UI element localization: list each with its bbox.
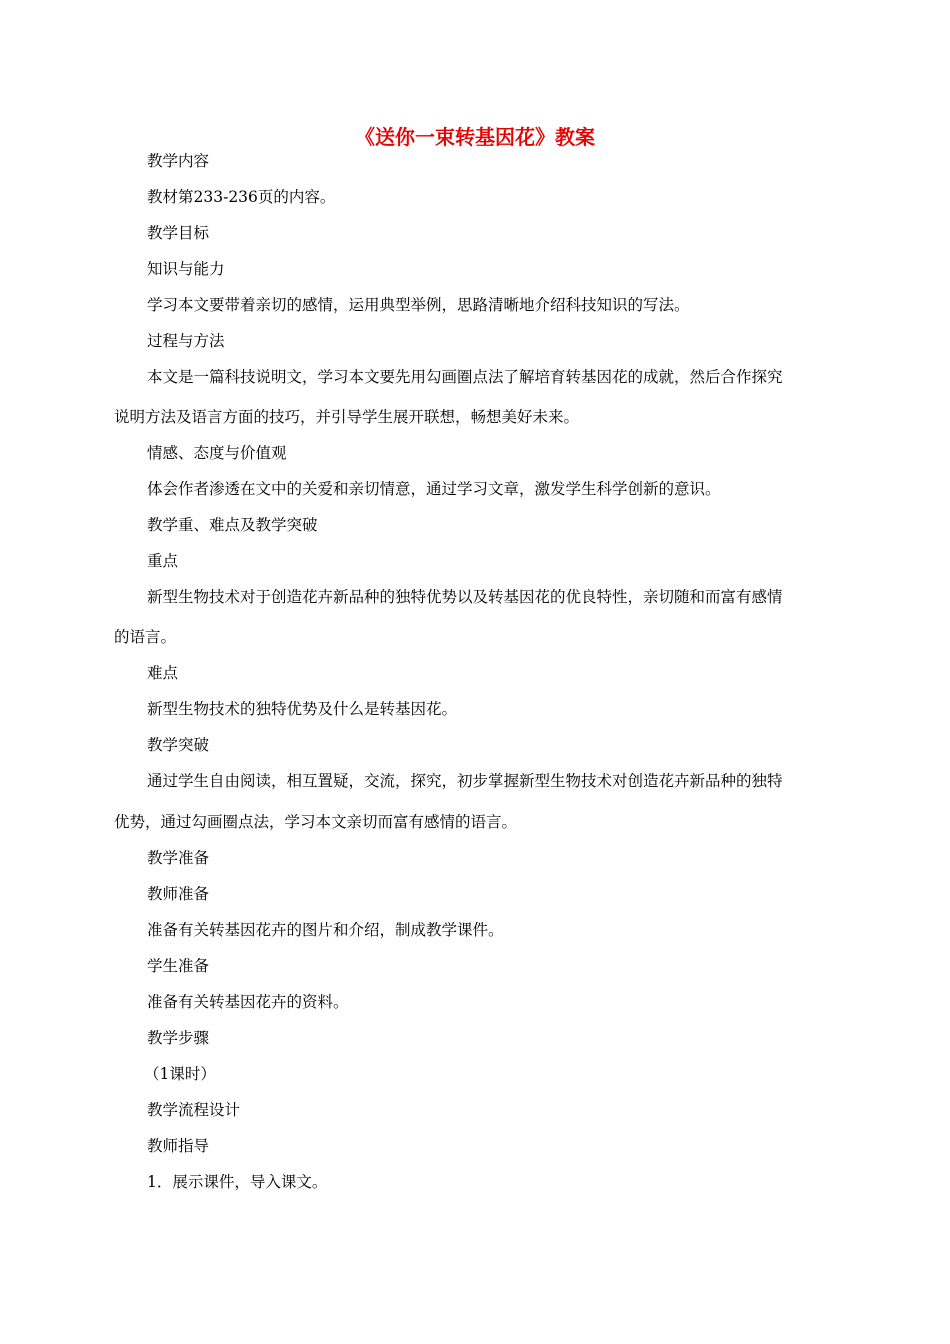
document-title: 《送你一束转基因花》教案 [355,125,595,149]
subheading-student-prep: 学生准备 [147,957,210,975]
subheading-teacher-guide: 教师指导 [147,1137,210,1155]
paragraph-line: 准备有关转基因花卉的图片和介绍，制成教学课件。 [147,921,504,939]
paragraph-line: 说明方法及语言方面的技巧，并引导学生展开联想，畅想美好未来。 [114,408,580,426]
subheading-teacher-prep: 教师准备 [147,885,210,903]
heading-teaching-content: 教学内容 [147,152,210,170]
paragraph-line: 的语言。 [114,628,177,646]
paragraph-line: 新型生物技术对于创造花卉新品种的独特优势以及转基因花的优良特性，亲切随和而富有感情 [147,588,783,606]
heading-teaching-goals: 教学目标 [147,224,210,242]
paragraph-line: 新型生物技术的独特优势及什么是转基因花。 [147,700,458,718]
subheading-focus: 重点 [147,552,179,570]
heading-preparation: 教学准备 [147,849,210,867]
paragraph-line: 通过学生自由阅读，相互置疑，交流，探究，初步掌握新型生物技术对创造花卉新品种的独特 [147,772,783,790]
heading-flow-design: 教学流程设计 [147,1101,241,1119]
subheading-process: 过程与方法 [147,332,225,350]
subheading-difficulty: 难点 [147,664,179,682]
paragraph-line: 学习本文要带着亲切的感情，运用典型举例，思路清晰地介绍科技知识的写法。 [147,296,690,314]
heading-key-points: 教学重、难点及教学突破 [147,516,318,534]
subheading-breakthrough: 教学突破 [147,736,210,754]
subheading-emotion: 情感、态度与价值观 [147,444,287,462]
paragraph-line: 体会作者渗透在文中的关爱和亲切情意，通过学习文章，激发学生科学创新的意识。 [147,480,721,498]
paragraph-line: 教材第233-236页的内容。 [147,188,336,206]
subheading-knowledge: 知识与能力 [147,260,225,278]
lesson-count: （1课时） [144,1065,216,1083]
paragraph-line: 本文是一篇科技说明文，学习本文要先用勾画圈点法了解培育转基因花的成就，然后合作探究 [147,368,783,386]
paragraph-line: 优势，通过勾画圈点法，学习本文亲切而富有感情的语言。 [114,813,518,831]
paragraph-line: 准备有关转基因花卉的资料。 [147,993,349,1011]
heading-teaching-steps: 教学步骤 [147,1029,210,1047]
list-item: 1．展示课件，导入课文。 [147,1173,328,1191]
